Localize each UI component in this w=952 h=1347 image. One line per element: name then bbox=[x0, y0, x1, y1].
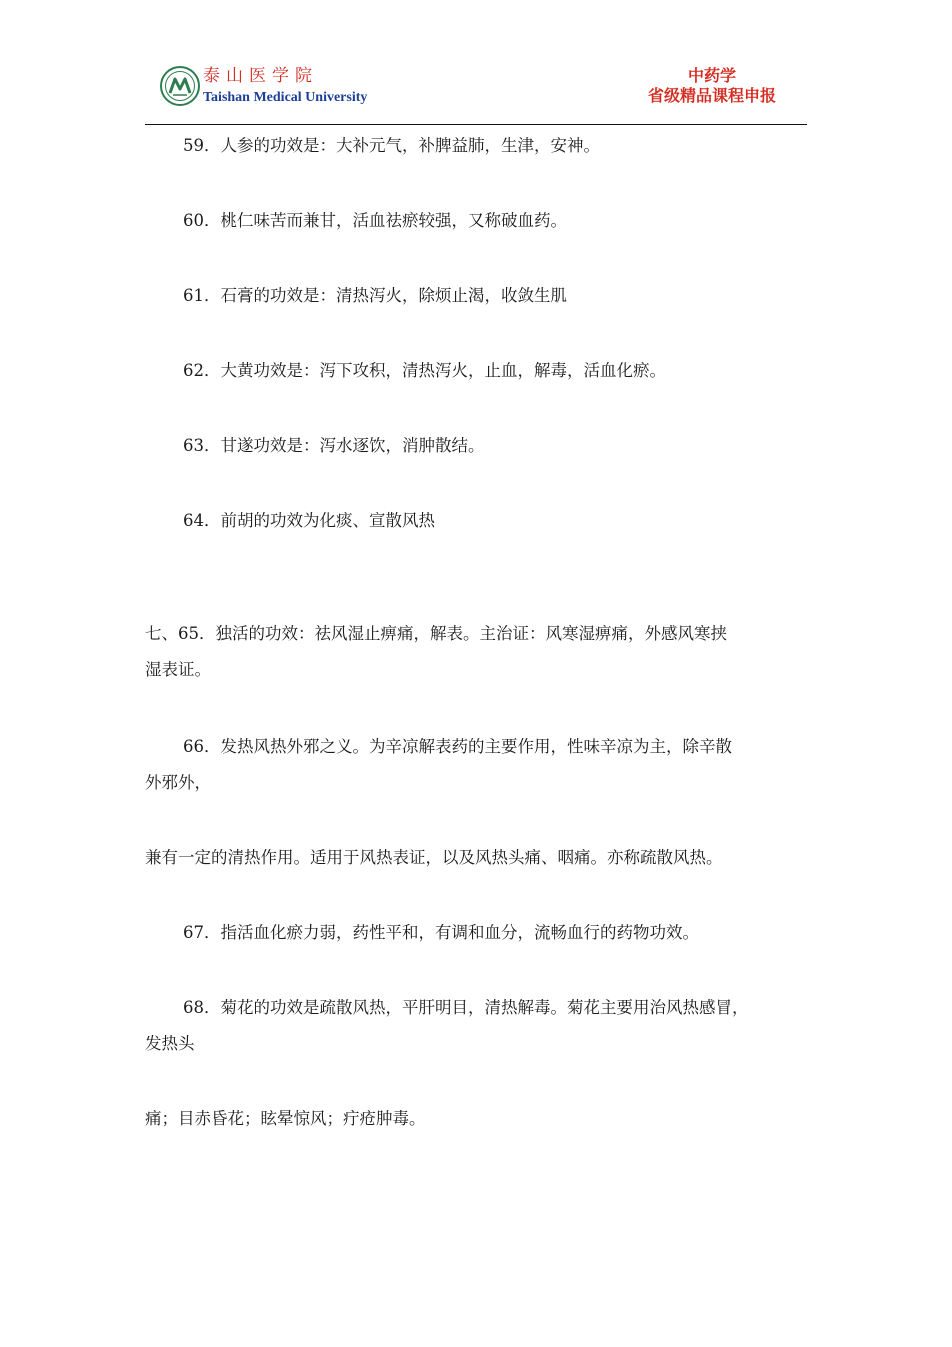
school-name-chinese: 泰山医学院 bbox=[203, 66, 318, 86]
university-seal-icon bbox=[160, 66, 200, 106]
paragraph-68-line3: 痛；目赤昏花；眩晕惊风；疔疮肿毒。 bbox=[145, 1109, 426, 1128]
paragraph-60: 60．桃仁味苦而兼甘，活血祛瘀较强，又称破血药。 bbox=[183, 211, 567, 230]
paragraph-64: 64．前胡的功效为化痰、宣散风热 bbox=[183, 511, 435, 530]
paragraph-66-line2: 外邪外， bbox=[145, 773, 211, 792]
page-header bbox=[0, 0, 952, 130]
paragraph-66-line3: 兼有一定的清热作用。适用于风热表证，以及风热头痛、咽痛。亦称疏散风热。 bbox=[145, 848, 723, 867]
paragraph-62: 62．大黄功效是：泻下攻积，清热泻火，止血，解毒，活血化瘀。 bbox=[183, 361, 666, 380]
course-title bbox=[612, 66, 812, 106]
paragraph-68-line1: 68．菊花的功效是疏散风热，平肝明目，清热解毒。菊花主要用治风热感冒， bbox=[183, 998, 749, 1017]
paragraph-66-line1: 66．发热风热外邪之义。为辛凉解表药的主要作用，性味辛凉为主，除辛散 bbox=[183, 737, 732, 756]
course-title-line1: 中药学 bbox=[687, 66, 736, 85]
paragraph-59: 59．人参的功效是：大补元气，补脾益肺，生津，安神。 bbox=[183, 136, 600, 155]
header-divider bbox=[145, 124, 807, 125]
paragraph-63: 63．甘遂功效是：泻水逐饮，消肿散结。 bbox=[183, 436, 485, 455]
paragraph-65-line2: 湿表证。 bbox=[145, 660, 211, 679]
paragraph-68-line2: 发热头 bbox=[145, 1034, 195, 1053]
paragraph-65-line1: 七、65．独活的功效：祛风湿止痹痛，解表。主治证：风寒湿痹痛，外感风寒挟 bbox=[145, 624, 727, 643]
course-title-line2: 省级精品课程申报 bbox=[647, 86, 776, 105]
paragraph-61: 61．石膏的功效是：清热泻火，除烦止渴，收敛生肌 bbox=[183, 286, 567, 305]
school-name-english: Taishan Medical University bbox=[203, 90, 368, 105]
paragraph-67: 67．指活血化瘀力弱，药性平和，有调和血分，流畅血行的药物功效。 bbox=[183, 923, 699, 942]
